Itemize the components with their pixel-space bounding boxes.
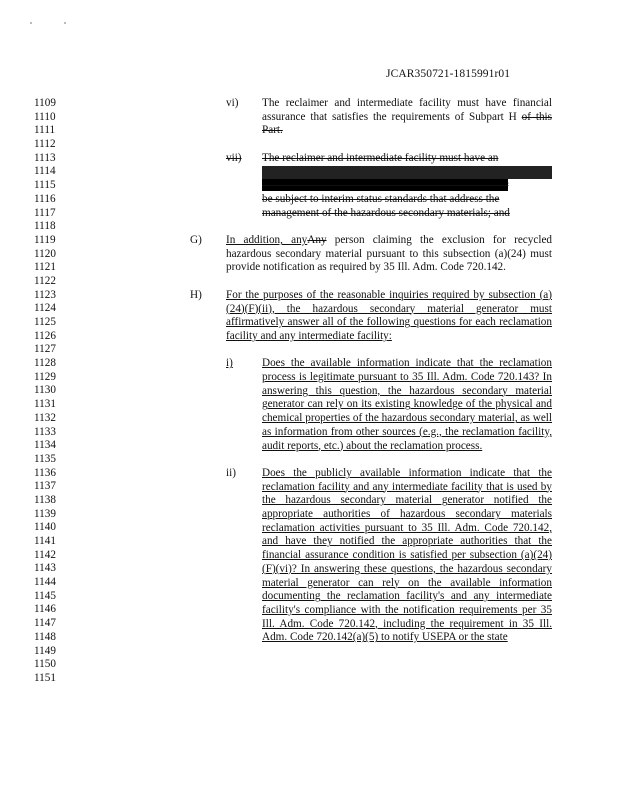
line-number: 1139: [34, 507, 56, 520]
scan-artifact: [64, 22, 66, 24]
redacted-text: applicable permit or the reclaimer must be subject to 35 Ill.: [262, 166, 552, 180]
line-number: 1141: [34, 535, 56, 547]
line-number: 1142: [34, 548, 56, 561]
inserted-text: For the purposes of the reasonable inquiries required by subsection (a)(24)(F)(ii), the hazardous secondary material generator must affirmatively answer all of the following questions for each reclamation facility and any intermediate facility:: [226, 288, 552, 342]
paragraph-marker: vi): [226, 97, 239, 109]
line-number: 1140: [34, 521, 56, 534]
line-number: 1127: [34, 343, 56, 356]
paragraph-h: [0, 289, 618, 344]
line-number: 1130: [34, 384, 56, 397]
line-number: 1150: [34, 658, 56, 671]
struck-text: The reclaimer and intermediate facility must have an: [262, 151, 499, 164]
paragraph-marker: i): [226, 357, 233, 370]
line-number: 1151: [34, 671, 56, 684]
struck-text: of this Part.: [262, 110, 553, 137]
document-body: [0, 97, 618, 645]
line-number: 1147: [34, 617, 56, 630]
struck-text: be subject to interim status standards that address the: [262, 192, 500, 205]
line-number: 1120: [34, 247, 56, 260]
line-number: 1132: [34, 411, 56, 424]
scan-artifact: [30, 22, 32, 24]
inserted-text: In addition, any: [226, 234, 308, 246]
line-number: 1129: [34, 370, 56, 383]
line-number: 1148: [34, 630, 56, 643]
struck-text: Any: [307, 234, 327, 246]
line-number: 1145: [34, 589, 56, 602]
line-number: 1112: [34, 138, 56, 151]
line-number: 1125: [34, 316, 56, 328]
inserted-text: Does the available information indicate that the reclamation process is legitimate pursuant to 35 Ill. Adm. Code 720.143? In answering this question, the hazardous secondary material generator can rely on its existing knowledge of the physical and chemical properties of the hazardous secondary material, as well as information from other sources (e.g., the reclamation facility, audit reports, etc.) about the reclamation process.: [262, 357, 552, 452]
line-number: 1138: [34, 493, 56, 506]
line-number: 1133: [34, 425, 56, 438]
line-number: 1134: [34, 439, 56, 452]
redacted-text: Adm. Code 703 and any intermediate facility permit or: [262, 179, 509, 192]
paragraph-ii: [0, 467, 618, 645]
line-number: 1144: [34, 576, 56, 589]
paragraph-vii: [0, 152, 618, 221]
paragraph-text: [262, 152, 552, 221]
line-number: 1111: [34, 124, 56, 137]
line-number: 1149: [34, 644, 56, 657]
line-number: 1116: [34, 192, 56, 205]
document-id: JCAR350721-1815991r01: [386, 68, 511, 80]
line-number: 1137: [34, 480, 56, 493]
line-number: 1146: [34, 603, 56, 616]
line-number: 1115: [34, 179, 56, 192]
struck-text: management of the hazardous secondary materials; and: [262, 206, 510, 219]
line-number: 1126: [34, 329, 56, 342]
paragraph-i: [0, 357, 618, 453]
paragraph-text: In addition, anyAny person claiming the exclusion for recycled hazardous secondary material pursuant to this subsection (a)(24) must provide notification as required by 35 Ill. Adm. Code 720.142.: [226, 234, 553, 274]
line-number: 1128: [34, 357, 56, 370]
paragraph-marker: ii): [226, 466, 236, 479]
line-number: 1118: [34, 220, 56, 233]
line-number: 1123: [34, 288, 56, 301]
paragraph-marker: G): [190, 234, 202, 246]
paragraph-vi: [0, 97, 618, 138]
line-number: 1131: [34, 398, 56, 411]
line-number: 1114: [34, 165, 56, 178]
paragraph-marker: H): [190, 288, 202, 301]
paragraph-marker: vii): [226, 151, 242, 164]
line-number: 1109: [34, 97, 56, 109]
paragraph-text: The reclaimer and intermediate facility must have financial assurance that satisfies the requirements of Subpart H of this Part.: [262, 97, 553, 137]
paragraph-g: [0, 234, 618, 275]
inserted-text: Does the publicly available information indicate that the reclamation facility and any intermediate facility that is used by the hazardous secondary material generator notified the appropriate authorities of hazardous secondary materials reclamation activities pursuant to 35 Ill. Adm. Code 720.142, and have they notified the appropriate authorities that the financial assurance condition is satisfied per subsection (a)(24)(F)(vi)? In answering these questions, the hazardous secondary material generator can rely on the available information documenting the reclamation facility's and any intermediate facility's compliance with the notification requirements per 35 Ill. Adm. Code 720.142, including the requirement in 35 Ill. Adm. Code 720.142(a)(5) to notify USEPA or the state: [262, 466, 552, 644]
line-number: 1143: [34, 562, 56, 575]
line-number: 1136: [34, 466, 56, 479]
line-number: 1117: [34, 206, 56, 219]
line-number: 1119: [34, 233, 56, 246]
line-number: 1121: [34, 261, 56, 274]
line-number: 1124: [34, 302, 56, 315]
line-number: 1110: [34, 110, 56, 123]
line-number: 1113: [34, 151, 56, 164]
line-number: 1122: [34, 274, 56, 287]
line-number: 1135: [34, 452, 56, 465]
